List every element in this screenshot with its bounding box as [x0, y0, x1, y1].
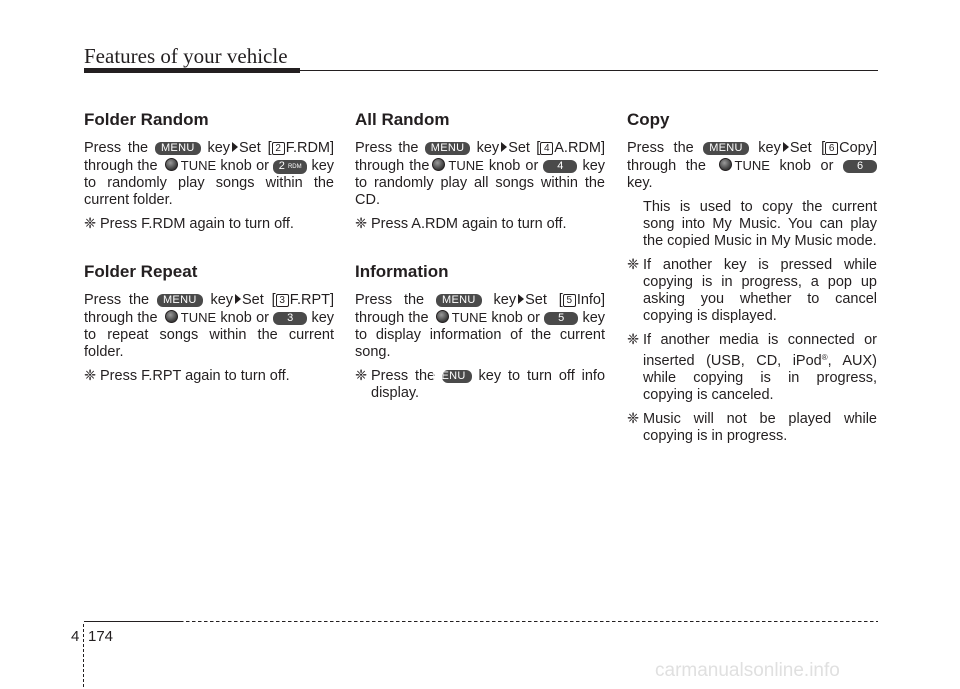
footer-divider — [83, 624, 84, 689]
section-title-copy: Copy — [627, 110, 670, 129]
note-symbol-icon: ❈ — [627, 332, 640, 348]
footer-rule-right — [180, 621, 878, 622]
page-number: 174 — [88, 628, 114, 645]
watermark: carmanualsonline.info — [655, 660, 840, 681]
menu-key-icon: MENU — [157, 294, 203, 307]
tune-knob-icon — [165, 158, 178, 171]
note-symbol-icon: ❈ — [355, 216, 368, 232]
rdm-key-icon: 2 RDM — [273, 160, 307, 174]
folder-repeat-instructions: Press the MENU key Set [ 3 F.RPT] through the TUNE knob or 3 key to repeat songs within the current folder. — [84, 292, 335, 360]
menu-key-icon: MENU — [155, 142, 201, 155]
number-4-icon: 4 — [540, 142, 553, 155]
page-header-title: Features of your vehicle — [84, 44, 288, 68]
number-6-icon: 6 — [825, 142, 838, 155]
key-5-icon: 5 — [544, 312, 578, 325]
note-symbol-icon: ❈ — [355, 368, 368, 384]
copy-description: This is used to copy the current song into My Music. You can play the copied Music in My Music mode. — [643, 199, 877, 249]
registered-mark: ® — [821, 353, 828, 362]
copy-instructions: Press the MENU key Set [ 6 Copy] through the TUNE knob or 6 key. — [627, 140, 878, 191]
copy-note-3: ❈ Music will not be played while copying is in progress. — [627, 411, 877, 444]
tune-knob-icon — [719, 158, 732, 171]
footer-rule-left — [84, 621, 180, 622]
key-3-icon: 3 — [273, 312, 307, 325]
section-title-all-random: All Random — [355, 110, 450, 129]
header-bar — [84, 68, 300, 73]
column-left — [84, 110, 334, 392]
column-right — [627, 110, 877, 452]
key-6-icon: 6 — [843, 160, 877, 173]
section-title-folder-random: Folder Random — [84, 110, 209, 129]
section-title-folder-repeat: Folder Repeat — [84, 262, 198, 281]
menu-key-icon: MENU — [425, 142, 471, 155]
folder-repeat-note: ❈ Press F.RPT again to turn off. — [84, 368, 290, 384]
arrow-right-icon — [501, 142, 507, 152]
arrow-right-icon — [235, 294, 241, 304]
chapter-number: 4 — [71, 628, 80, 645]
tune-knob-icon — [432, 158, 445, 171]
information-note: ❈ Press the MENU key to turn off info display. — [355, 368, 606, 401]
menu-key-icon: MENU — [442, 370, 472, 383]
column-middle — [355, 110, 605, 409]
copy-note-1: ❈ If another key is pressed while copying is in progress, a pop up asking you whether to cancel copying is displayed. — [627, 257, 877, 324]
arrow-right-icon — [232, 142, 238, 152]
copy-note-2: ❈ If another media is connected or inserted (USB, CD, iPod®, AUX) while copying is in progress, copying is canceled. — [627, 332, 877, 403]
note-symbol-icon: ❈ — [627, 257, 640, 273]
header-rule — [300, 70, 878, 71]
information-instructions: Press the MENU key Set [ 5 Info] through the TUNE knob or 5 key to display information of the current song. — [355, 292, 606, 360]
arrow-right-icon — [783, 142, 789, 152]
arrow-right-icon — [518, 294, 524, 304]
menu-key-icon: MENU — [436, 294, 482, 307]
number-2-icon: 2 — [272, 142, 285, 155]
note-symbol-icon: ❈ — [84, 216, 97, 232]
note-symbol-icon: ❈ — [84, 368, 97, 384]
note-symbol-icon: ❈ — [627, 411, 640, 427]
all-random-note: ❈ Press A.RDM again to turn off. — [355, 216, 567, 232]
folder-random-note: ❈ Press F.RDM again to turn off. — [84, 216, 294, 232]
number-3-icon: 3 — [276, 294, 289, 307]
key-4-icon: 4 — [543, 160, 577, 173]
number-5-icon: 5 — [563, 294, 576, 307]
all-random-instructions: Press the MENU key Set [ 4 A.RDM] through the TUNE knob or 4 key to randomly play all songs within the CD. — [355, 140, 606, 208]
folder-random-instructions: Press the MENU key Set [ 2 F.RDM] through the TUNE knob or 2 RDM key to randomly play songs within the current folder. — [84, 140, 335, 208]
tune-knob-icon — [165, 310, 178, 323]
section-title-information: Information — [355, 262, 449, 281]
tune-knob-icon — [436, 310, 449, 323]
menu-key-icon: MENU — [703, 142, 749, 155]
